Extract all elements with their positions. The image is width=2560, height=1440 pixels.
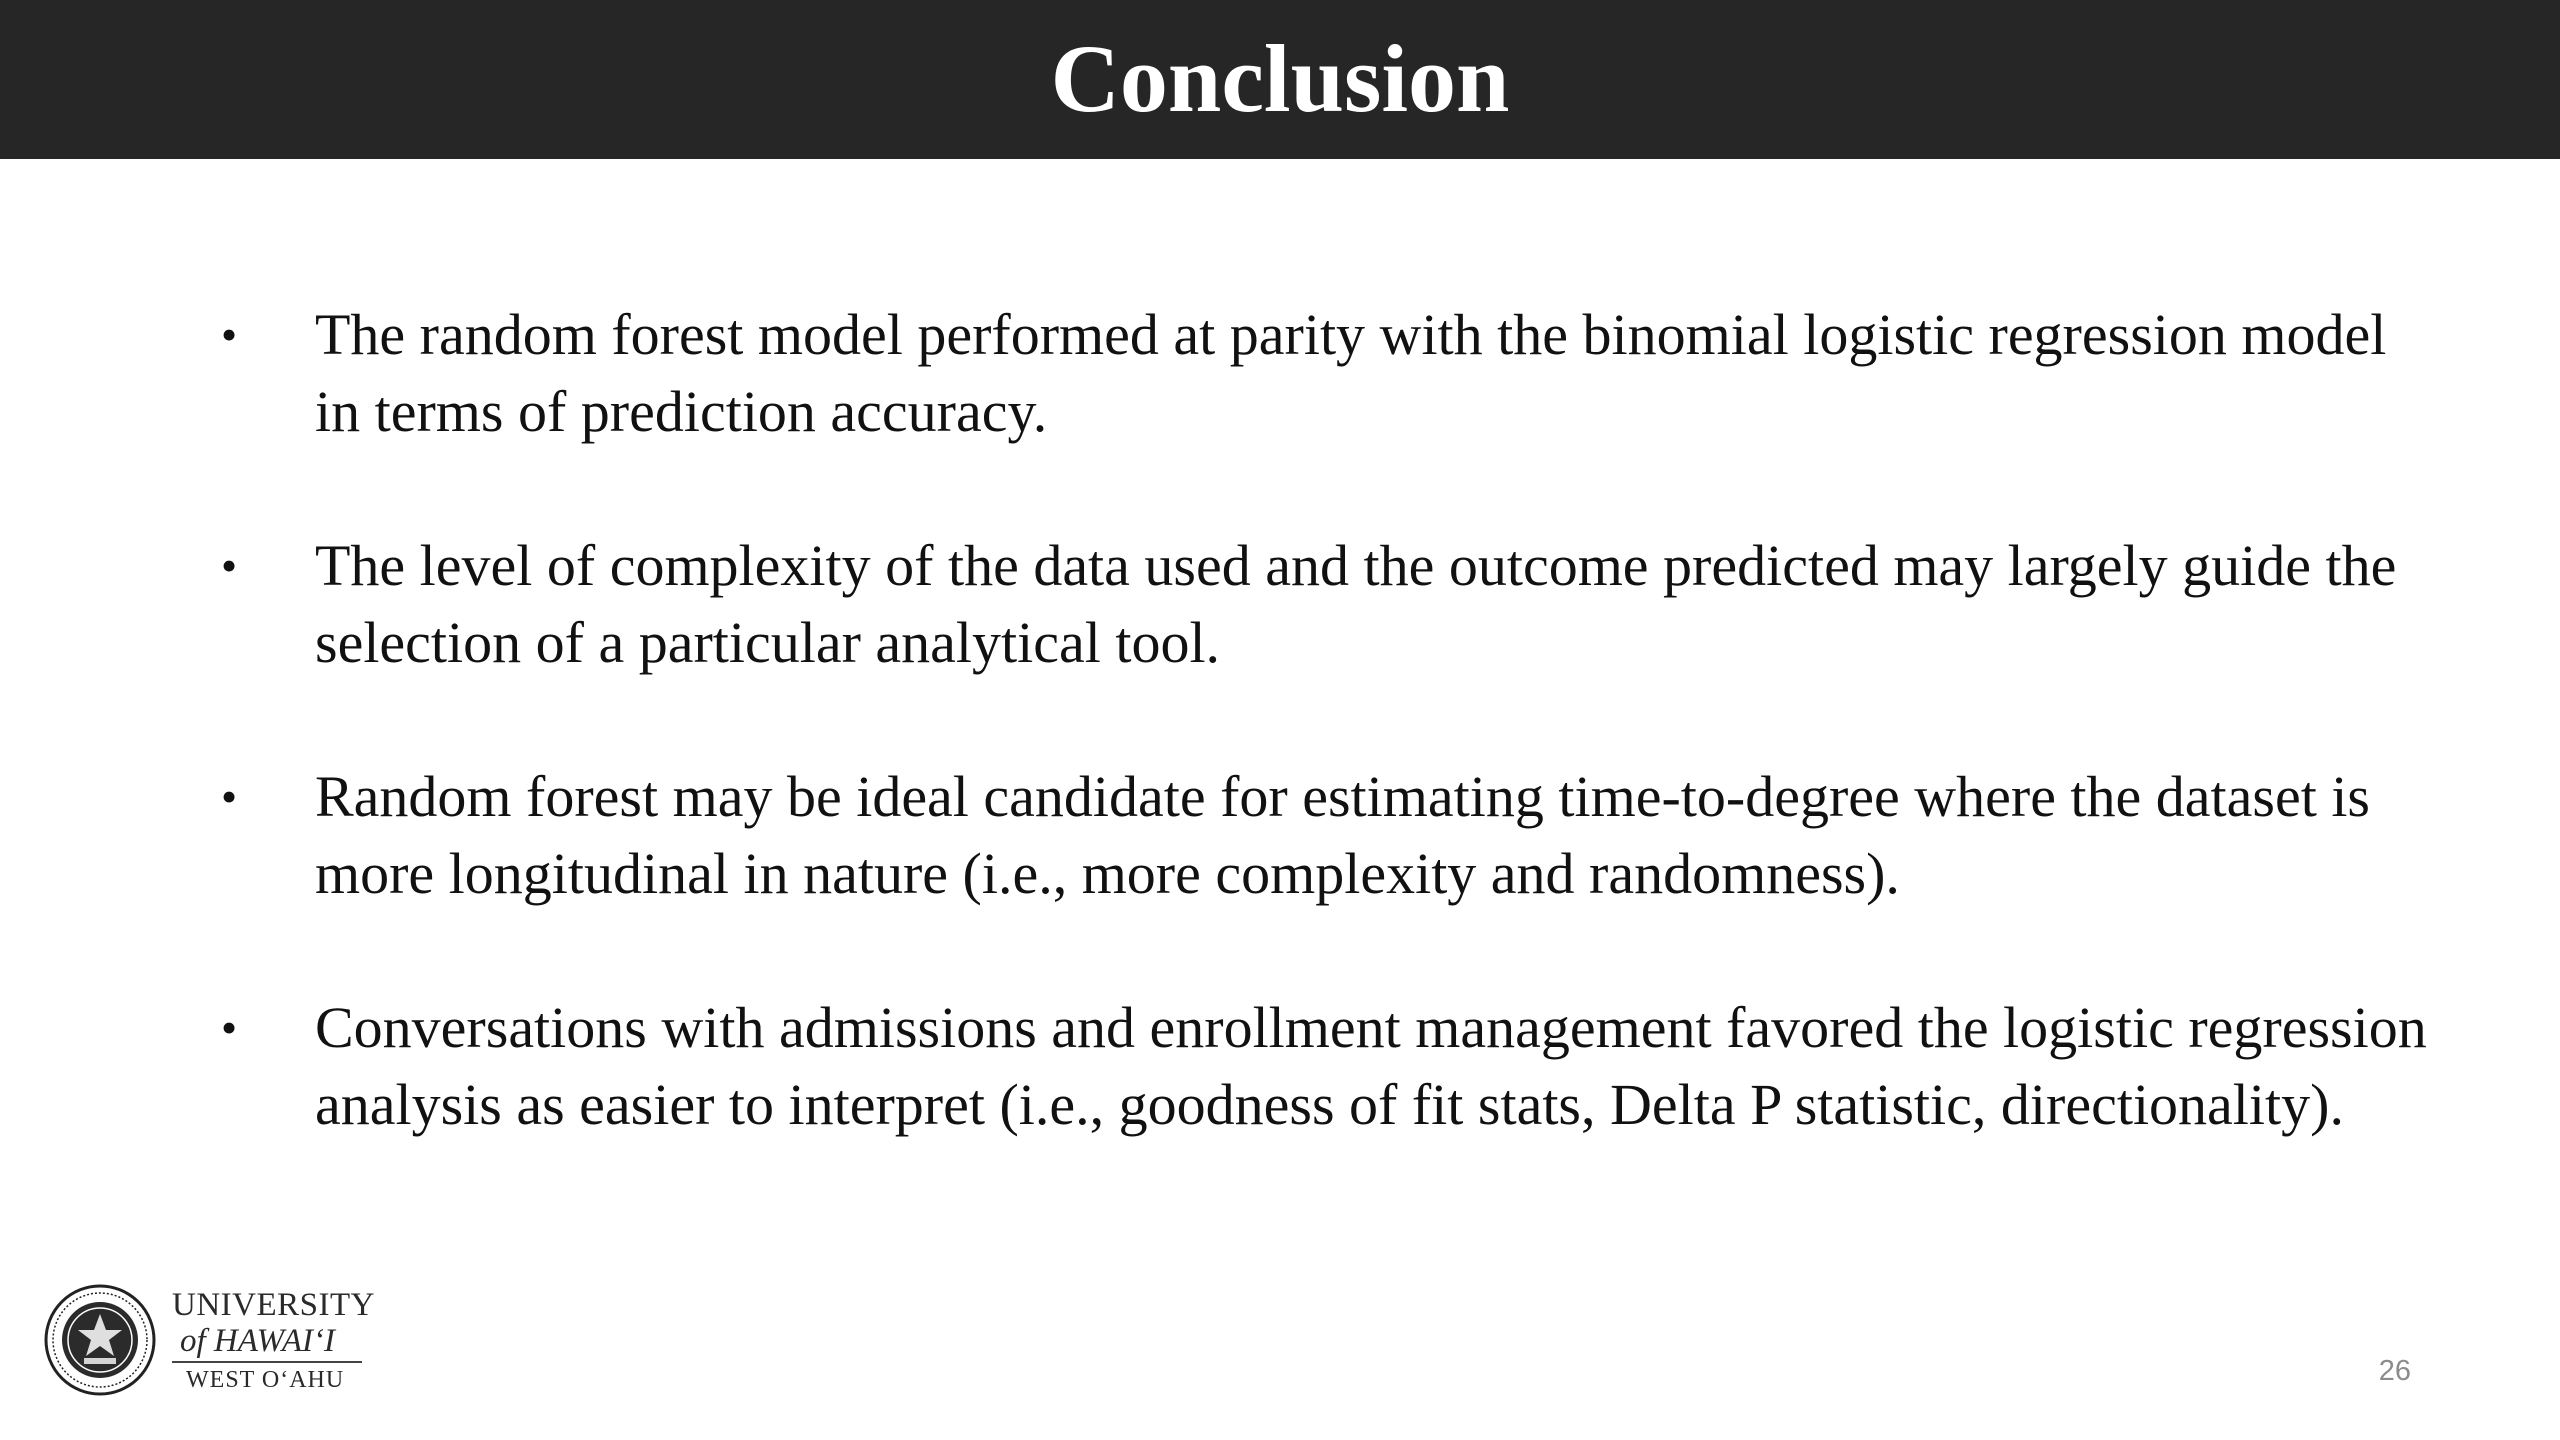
wordmark-line-3: WEST O‘AHU [186,1366,345,1393]
bullet-dot: • [221,1002,238,1053]
bullet-dot: • [221,309,238,360]
university-seal-icon [44,1284,156,1396]
bullet-text: Random forest may be ideal candidate for estimating time-to-degree where the dataset is more longitudinal in nature (i.e., more complexity and randomness). [315,764,2371,906]
wordmark-line-2: of HAWAI‘I [180,1322,335,1359]
bullet-item [215,527,2435,681]
bullet-list [215,296,2435,1220]
wordmark-rule [172,1361,362,1363]
bullet-text: The random forest model performed at parity with the binomial logistic regression model in terms of prediction accuracy. [315,302,2387,444]
bullet-item [215,758,2435,912]
slide-title: Conclusion [1050,24,1510,132]
wordmark-line-1: UNIVERSITY [172,1286,375,1323]
bullet-item [215,296,2435,450]
bullet-text: Conversations with admissions and enrollment management favored the logistic regression analysis as easier to interpret (i.e., goodness of fit stats, Delta P statistic, directionality). [315,995,2427,1137]
bullet-dot: • [221,540,238,591]
bullet-dot: • [221,771,238,822]
university-logo [44,1284,375,1396]
bullet-item [215,989,2435,1143]
bullet-text: The level of complexity of the data used and the outcome predicted may largely guide the selection of a particular analytical tool. [315,533,2397,675]
page-number: 26 [2378,1355,2411,1387]
title-bar [0,0,2560,159]
university-wordmark [172,1286,375,1394]
